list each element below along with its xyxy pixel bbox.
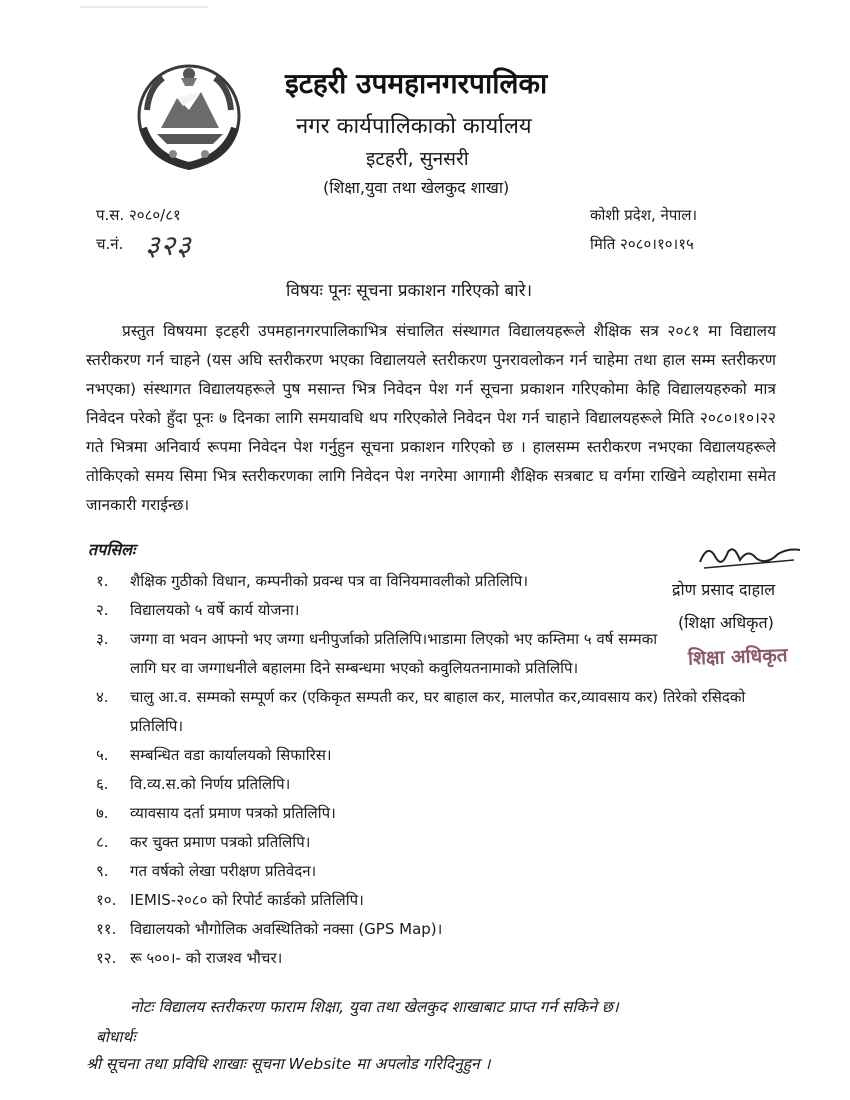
section-name: (शिक्षा,युवा तथा खेलकुद शाखा) — [323, 178, 510, 197]
province: कोशी प्रदेश, नेपाल। — [590, 206, 698, 224]
nepal-emblem-logo — [133, 58, 245, 170]
signatory-title: (शिक्षा अधिकृत) — [678, 613, 774, 632]
list-item: ६. वि.व्य.स.को निर्णय प्रतिलिपि। — [96, 775, 291, 793]
body-text: प्रस्तुत विषयमा इटहरी उपमहानगरपालिकाभित्र संचालित संस्थागत विद्यालयहरूले शैक्षिक सत्र २०८१ मा विद्यालय स्तरीकरण गर्न चाहने (यस अघि स्तरीकरण भएका विद्यालयले स्तरीकरण पुनरावलोकन गर्न चाहेमा तथा हाल सम्म स्तरीकरण नभएका) संस्थागत विद्यालयहरूले पुष मसान्त भित्र निवेदन पेश गर्न सूचना प्रकाशन गरिएकोमा केहि विद्यालयहरुको मात्र निवेदन परेको हुँदा पूनः ७ दिनका लागि समयावधि थप गरिएकोले निवेदन पेश गर्न चाहाने विद्यालयहरूले मिति २०८०।१०।२२ गते भित्रमा अनिवार्य रूपमा निवेदन पेश गर्नुहुन सूचना प्रकाशन गरिएको छ । हालसम्म स्तरीकरण नभएका विद्यालयहरूले तोकिएको समय सिमा भित्र स्तरीकरणका लागि निवेदन पेश नगरेमा आगामी शैक्षिक सत्रबाट घ वर्गमा राखिने व्यहोरामा समेत जानकारी गराईन्छ। — [86, 322, 776, 514]
list-item: ७. व्यावसाय दर्ता प्रमाण पत्रको प्रतिलिपि। — [96, 804, 336, 822]
list-item: १. शैक्षिक गुठीको विधान, कम्पनीको प्रवन्ध पत्र वा विनियमावलीको प्रतिलिपि। — [96, 572, 529, 590]
list-item: ८. कर चुक्त प्रमाण पत्रको प्रतिलिपि। — [96, 833, 311, 851]
scan-edge-line — [80, 6, 208, 8]
subject-line: विषयः पूनः सूचना प्रकाशन गरिएको बारे। — [286, 281, 533, 301]
signatory-name: द्रोण प्रसाद दाहाल — [672, 580, 776, 599]
ps-number: प.स. २०८०/८१ — [96, 206, 181, 224]
cn-number: ३२३ — [145, 229, 192, 262]
list-item: ५. सम्बन्धित वडा कार्यालयको सिफारिस। — [96, 746, 332, 764]
list-item: १२. रू ५००।- को राजश्व भौचर। — [96, 949, 283, 967]
office-location: इटहरी, सुनसरी — [366, 148, 469, 170]
body-paragraph — [86, 317, 776, 520]
handwritten-signature — [694, 538, 804, 574]
list-item: ११. विद्यालयको भौगोलिक अवस्थितिको नक्सा (GPS Map)। — [96, 920, 443, 938]
tapsil-label: तपसिलः — [88, 540, 136, 559]
list-item: २. विद्यालयको ५ वर्षे कार्य योजना। — [96, 601, 300, 619]
list-item: ९. गत वर्षको लेखा परीक्षण प्रतिवेदन। — [96, 862, 317, 880]
list-item: १०. IEMIS-२०८० को रिपोर्ट कार्डको प्रतिलिपि। — [96, 891, 364, 909]
officer-stamp: शिक्षा अधिकृत — [687, 644, 788, 670]
office-name: नगर कार्यपालिकाको कार्यालय — [296, 114, 532, 139]
cn-label: च.नं. — [96, 235, 124, 253]
org-name: इटहरी उपमहानगरपालिका — [285, 67, 548, 100]
bodharth-label: बोधार्थः — [96, 1028, 136, 1046]
date: मिति २०८०।१०।१५ — [590, 235, 694, 253]
list-item: ४. चालु आ.व. सम्मको सम्पूर्ण कर (एकिकृत सम्पती कर, घर बाहाल कर, मालपोत कर,व्यावसाय कर) तिरेको रसिदको प्रतिलिपि। — [96, 688, 746, 735]
list-item: ३. जग्गा वा भवन आफ्नो भए जग्गा धनीपुर्जाको प्रतिलिपि।भाडामा लिएको भए कम्तिमा ५ वर्ष सम्मका लागि घर वा जग्गाधनीले बहालमा दिने सम्बन्धमा भएको कवुलियतनामाको प्रतिलिपि। — [96, 630, 658, 677]
cc-line: श्री सूचना तथा प्रविधि शाखाः सूचना Website मा अपलोड गरिदिनुहुन । — [86, 1055, 491, 1073]
note-line: नोटः विद्यालय स्तरीकरण फाराम शिक्षा, युवा तथा खेलकुद शाखाबाट प्राप्त गर्न सकिने छ। — [130, 998, 619, 1016]
